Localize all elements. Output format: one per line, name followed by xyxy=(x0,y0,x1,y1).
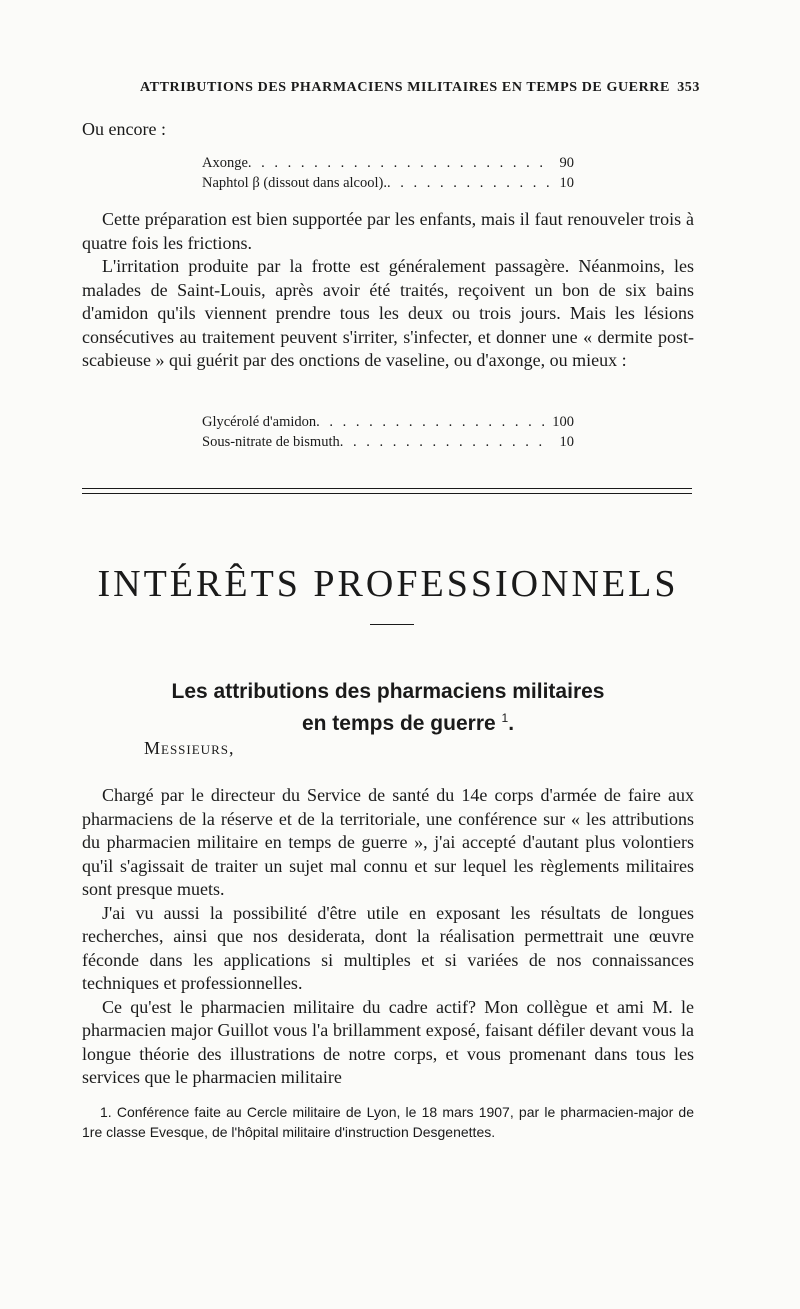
article-title-line-2: en temps de guerre xyxy=(301,712,496,735)
ingredient-quantity: 90 xyxy=(559,155,574,171)
intro-line: Ou encore : xyxy=(82,119,166,139)
salutation: Messieurs, xyxy=(144,738,235,758)
page-number: 353 xyxy=(677,80,700,95)
formula-row xyxy=(202,412,574,432)
paragraph: Cette préparation est bien supportée par les enfants, mais il faut renouveler trois à quatre fois les frictions. xyxy=(82,209,694,253)
running-head-title: ATTRIBUTIONS DES PHARMACIENS MILITAIRES EN TEMPS DE GUERRE xyxy=(140,80,670,95)
section-divider-bottom xyxy=(82,493,692,494)
paragraph: Chargé par le directeur du Service de santé du 14e corps d'armée de faire aux pharmaciens de la réserve et de la territoriale, une conférence sur « les attributions du pharmacien militaire en temps de guerre », j'ai accepté d'autant plus volontiers qu'il s'agissait de traiter un sujet mal connu et sur lequel les règlements militaires sont presque muets. xyxy=(82,785,694,899)
footnote: 1. Conférence faite au Cercle militaire de Lyon, le 18 mars 1907, par le pharmacien-major de 1re classe Evesque, de l'hôpital militaire d'instruction Desgenettes. xyxy=(82,1104,694,1140)
article-title xyxy=(82,676,694,740)
formula-1 xyxy=(202,153,574,193)
ingredient-name: Axonge xyxy=(202,155,248,171)
paragraph: L'irritation produite par la frotte est généralement passagère. Néanmoins, les malades de Saint-Louis, après avoir été traités, reçoivent un bon de six bains d'amidon qu'ils viennent prendre tous les deux ou trois jours. Mais les lésions consécutives au traitement peuvent s'irriter, s'infecter, et donner une « dermite post-scabieuse » qui guérit par des onctions de vaseline, ou d'axonge, ou mieux : xyxy=(82,256,694,370)
formula-row xyxy=(202,153,574,173)
paragraph: Ce qu'est le pharmacien militaire du cadre actif? Mon collègue et ami M. le pharmacien major Guillot vous l'a brillamment exposé, faisant défiler devant vous la longue théorie des illustrations de notre corps, et vous promenant dans tous les services que le pharmacien militaire xyxy=(82,996,694,1087)
article-title-line-1: Les attributions des pharmaciens militaires xyxy=(171,680,605,703)
paragraphs-body xyxy=(82,784,694,1090)
title-underline xyxy=(370,624,414,625)
paragraphs-top xyxy=(82,208,694,373)
section-title: INTÉRÊTS PROFESSIONNELS xyxy=(97,563,679,605)
ingredient-name: Sous-nitrate de bismuth xyxy=(202,434,340,450)
ingredient-quantity: 100 xyxy=(552,414,574,430)
section-divider-top xyxy=(82,488,692,489)
paragraph: J'ai vu aussi la possibilité d'être utile en exposant les résultats de longues recherches, ainsi que nos desiderata, dont la réalisation permettrait une œuvre féconde dans les applications si multiples et si variées de nos connaissances techniques et professionnelles. xyxy=(82,902,694,993)
leader-dots xyxy=(340,432,550,452)
leader-dots xyxy=(248,153,550,173)
article-title-suffix: . xyxy=(508,712,515,735)
article-title-line-2-wrap xyxy=(82,708,694,740)
formula-row xyxy=(202,173,574,193)
leader-dots xyxy=(387,173,550,193)
intro-line-block xyxy=(82,118,694,142)
ingredient-name: Naphtol β (dissout dans alcool). xyxy=(202,175,387,191)
formula-row xyxy=(202,432,574,452)
formula-2 xyxy=(202,412,574,452)
ingredient-quantity: 10 xyxy=(559,175,574,191)
footnote-mark: 1 xyxy=(501,711,509,725)
ingredient-name: Glycérolé d'amidon xyxy=(202,414,317,430)
leader-dots xyxy=(316,412,550,432)
ingredient-quantity: 10 xyxy=(559,434,574,450)
